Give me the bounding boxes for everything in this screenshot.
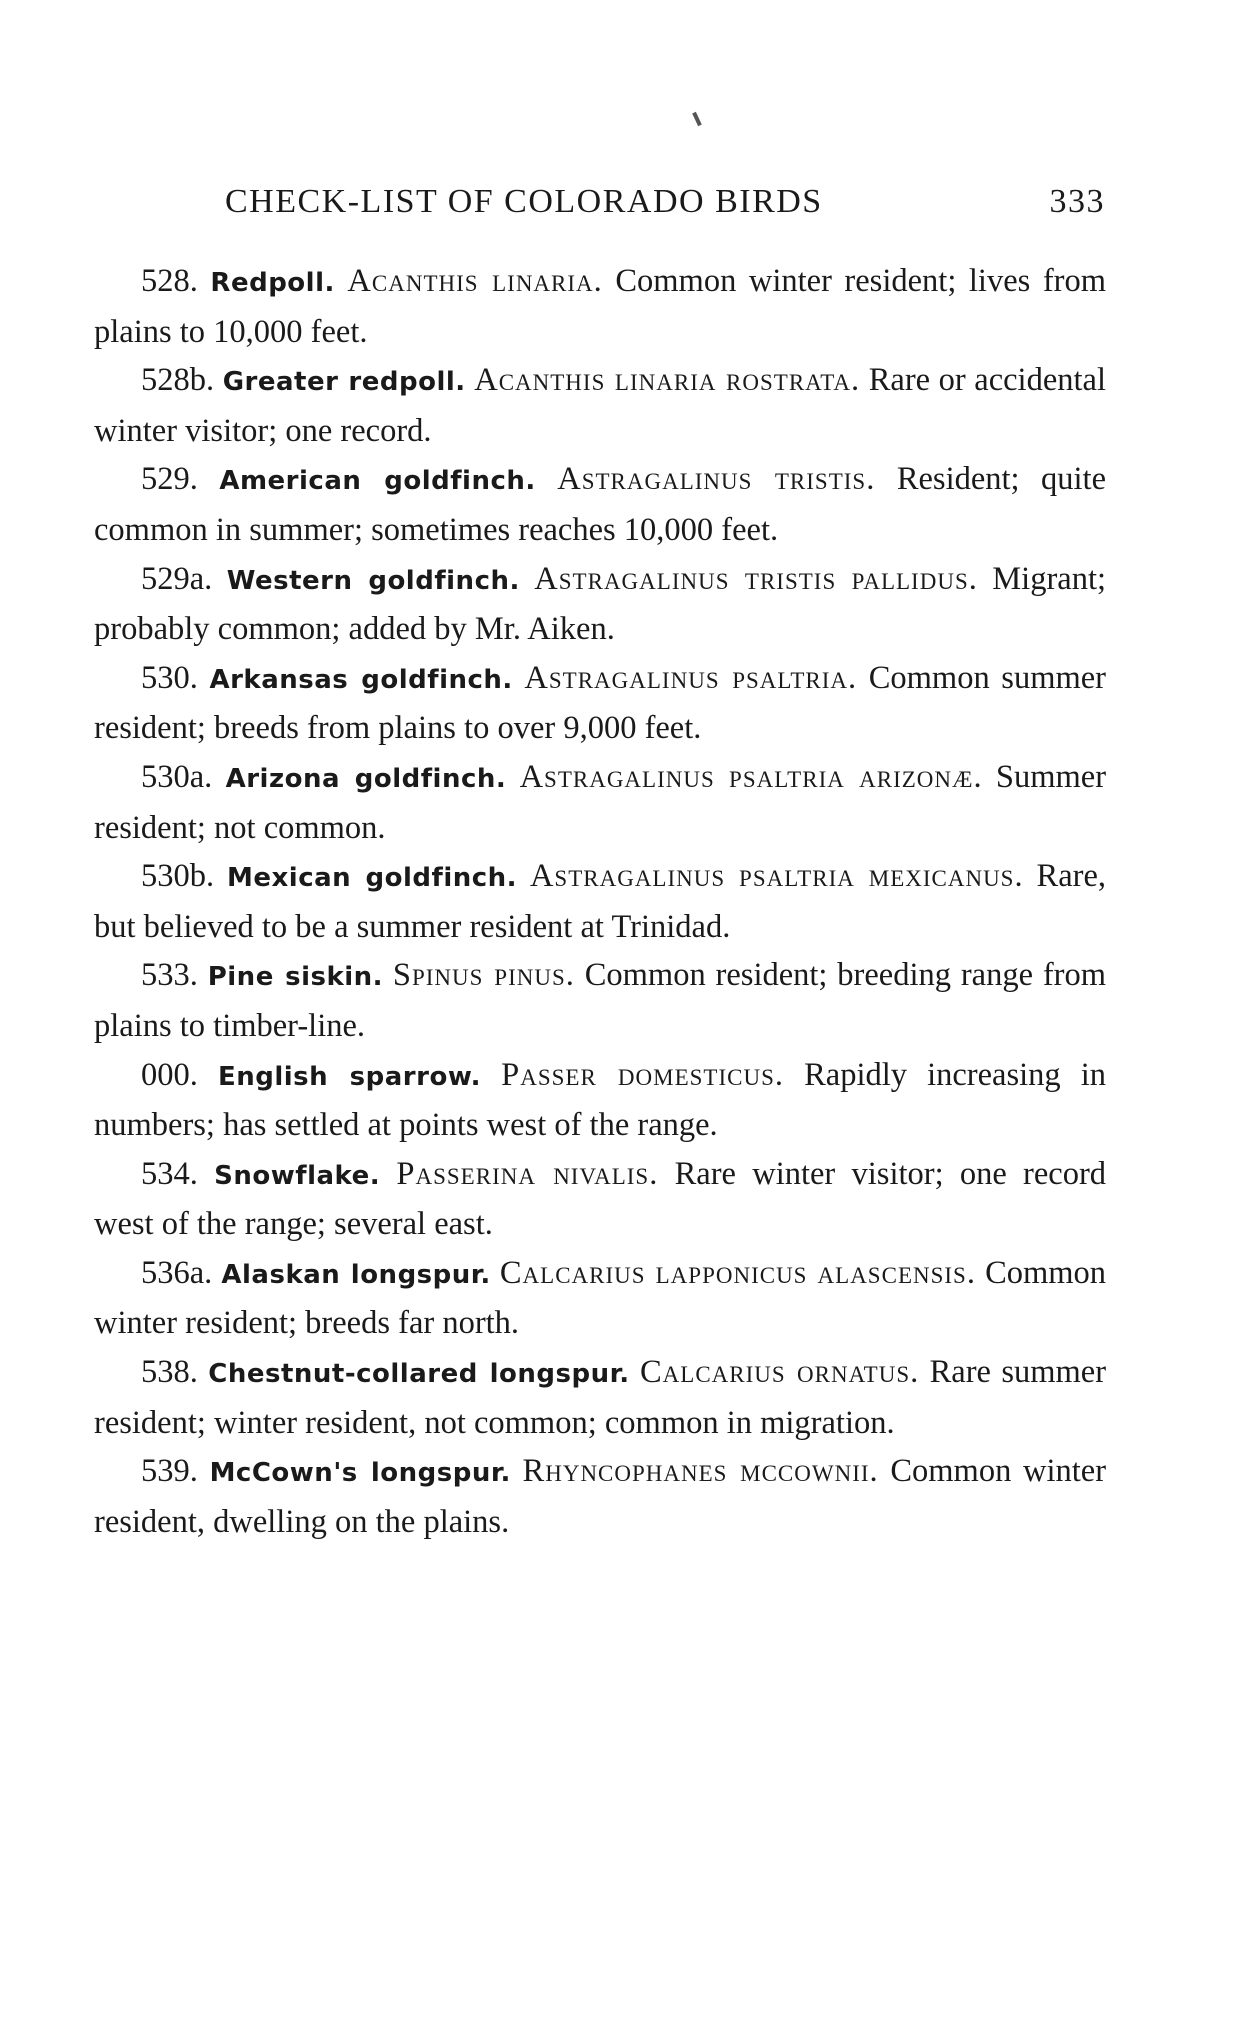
scientific-name: Acanthis linaria rostrata. <box>474 362 861 399</box>
common-name: Mexican goldfinch. <box>227 863 518 894</box>
entry-description: Rare, but believed to be a summer resident at Trinidad. <box>94 858 1106 945</box>
entry-number: 528b. <box>141 362 215 399</box>
entry-description: Summer resident; not common. <box>94 758 1107 846</box>
entry-number: 536a. <box>141 1254 213 1291</box>
scientific-name: Passer domesticus. <box>501 1056 784 1093</box>
species-entry <box>94 1051 1106 1150</box>
common-name: Snowflake. <box>214 1160 381 1191</box>
species-entry <box>94 356 1106 455</box>
entry-number: 530a. <box>141 758 213 795</box>
entry-number: 529. <box>141 461 198 498</box>
common-name: Western goldfinch. <box>226 565 520 596</box>
entry-description: Common summer resident; breeds from plains to over 9,000 feet. <box>94 659 1107 747</box>
scientific-name: Calcarius lapponicus alascensis. <box>499 1254 976 1291</box>
scientific-name: Astragalinus tristis pallidus. <box>534 560 978 597</box>
common-name: English sparrow. <box>217 1061 482 1092</box>
scientific-name: Acanthis linaria. <box>347 263 603 299</box>
species-entry <box>94 257 1106 356</box>
entry-number: 538. <box>141 1354 198 1391</box>
common-name: Greater redpoll. <box>222 367 466 398</box>
entry-description: Rapidly increasing in numbers; has settled at points west of the range. <box>94 1056 1107 1144</box>
scientific-name: Rhyncophanes mccownii. <box>522 1453 879 1490</box>
page-title: CHECK-LIST OF COLORADO BIRDS <box>225 183 823 220</box>
entry-number: 539. <box>141 1453 198 1490</box>
entry-number: 528. <box>141 263 198 299</box>
entry-description: Common resident; breeding range from plains to timber-line. <box>94 957 1107 1044</box>
common-name: Chestnut-collared longspur. <box>208 1359 630 1390</box>
entry-description: Common winter resident; lives from plains to 10,000 feet. <box>94 263 1106 350</box>
species-entry <box>94 555 1106 654</box>
species-entry <box>94 1150 1106 1249</box>
scientific-name: Astragalinus psaltria arizonæ. <box>519 758 983 795</box>
entry-number: 533. <box>141 957 198 994</box>
species-entry <box>94 1249 1106 1348</box>
species-entry <box>94 1348 1106 1447</box>
common-name: Arizona goldfinch. <box>225 763 507 794</box>
common-name: Redpoll. <box>210 268 335 298</box>
scientific-name: Passerina nivalis. <box>396 1155 659 1192</box>
entry-number: 529a. <box>141 560 213 597</box>
entry-description: Migrant; probably common; added by Mr. Aiken. <box>94 560 1107 648</box>
species-entry <box>94 1447 1106 1546</box>
species-list <box>94 257 1106 1546</box>
entry-description: Common winter resident; breeds far north. <box>94 1254 1107 1342</box>
scientific-name: Astragalinus tristis. <box>557 461 876 498</box>
species-entry <box>94 951 1106 1050</box>
entry-number: 534. <box>141 1155 198 1192</box>
entry-description: Rare summer resident; winter resident, not common; common in migration. <box>94 1354 1107 1441</box>
common-name: Arkansas goldfinch. <box>209 664 513 695</box>
entry-number: 530b. <box>141 858 215 895</box>
entry-description: Resident; quite common in summer; sometimes reaches 10,000 feet. <box>94 461 1107 548</box>
scientific-name: Astragalinus psaltria. <box>524 659 858 696</box>
common-name: McCown's longspur. <box>209 1458 511 1489</box>
species-entry <box>94 753 1106 852</box>
print-speck <box>692 112 702 126</box>
species-entry <box>94 455 1106 554</box>
entry-number: 000. <box>141 1056 198 1093</box>
entry-number: 530. <box>141 659 198 696</box>
entry-description: Rare or accidental winter visitor; one record. <box>94 362 1106 449</box>
scientific-name: Calcarius ornatus. <box>639 1354 920 1391</box>
common-name: Pine siskin. <box>207 962 384 993</box>
running-header <box>225 183 1105 229</box>
scientific-name: Spinus pinus. <box>392 957 575 994</box>
species-entry <box>94 852 1106 951</box>
species-entry <box>94 654 1106 753</box>
entry-description: Common winter resident, dwelling on the plains. <box>94 1453 1107 1540</box>
common-name: American goldfinch. <box>219 466 536 497</box>
common-name: Alaskan longspur. <box>221 1259 491 1290</box>
scientific-name: Astragalinus psaltria mexicanus. <box>529 858 1024 895</box>
entry-description: Rare winter visitor; one record west of the range; several east. <box>94 1155 1107 1243</box>
page-number: 333 <box>1049 183 1105 220</box>
